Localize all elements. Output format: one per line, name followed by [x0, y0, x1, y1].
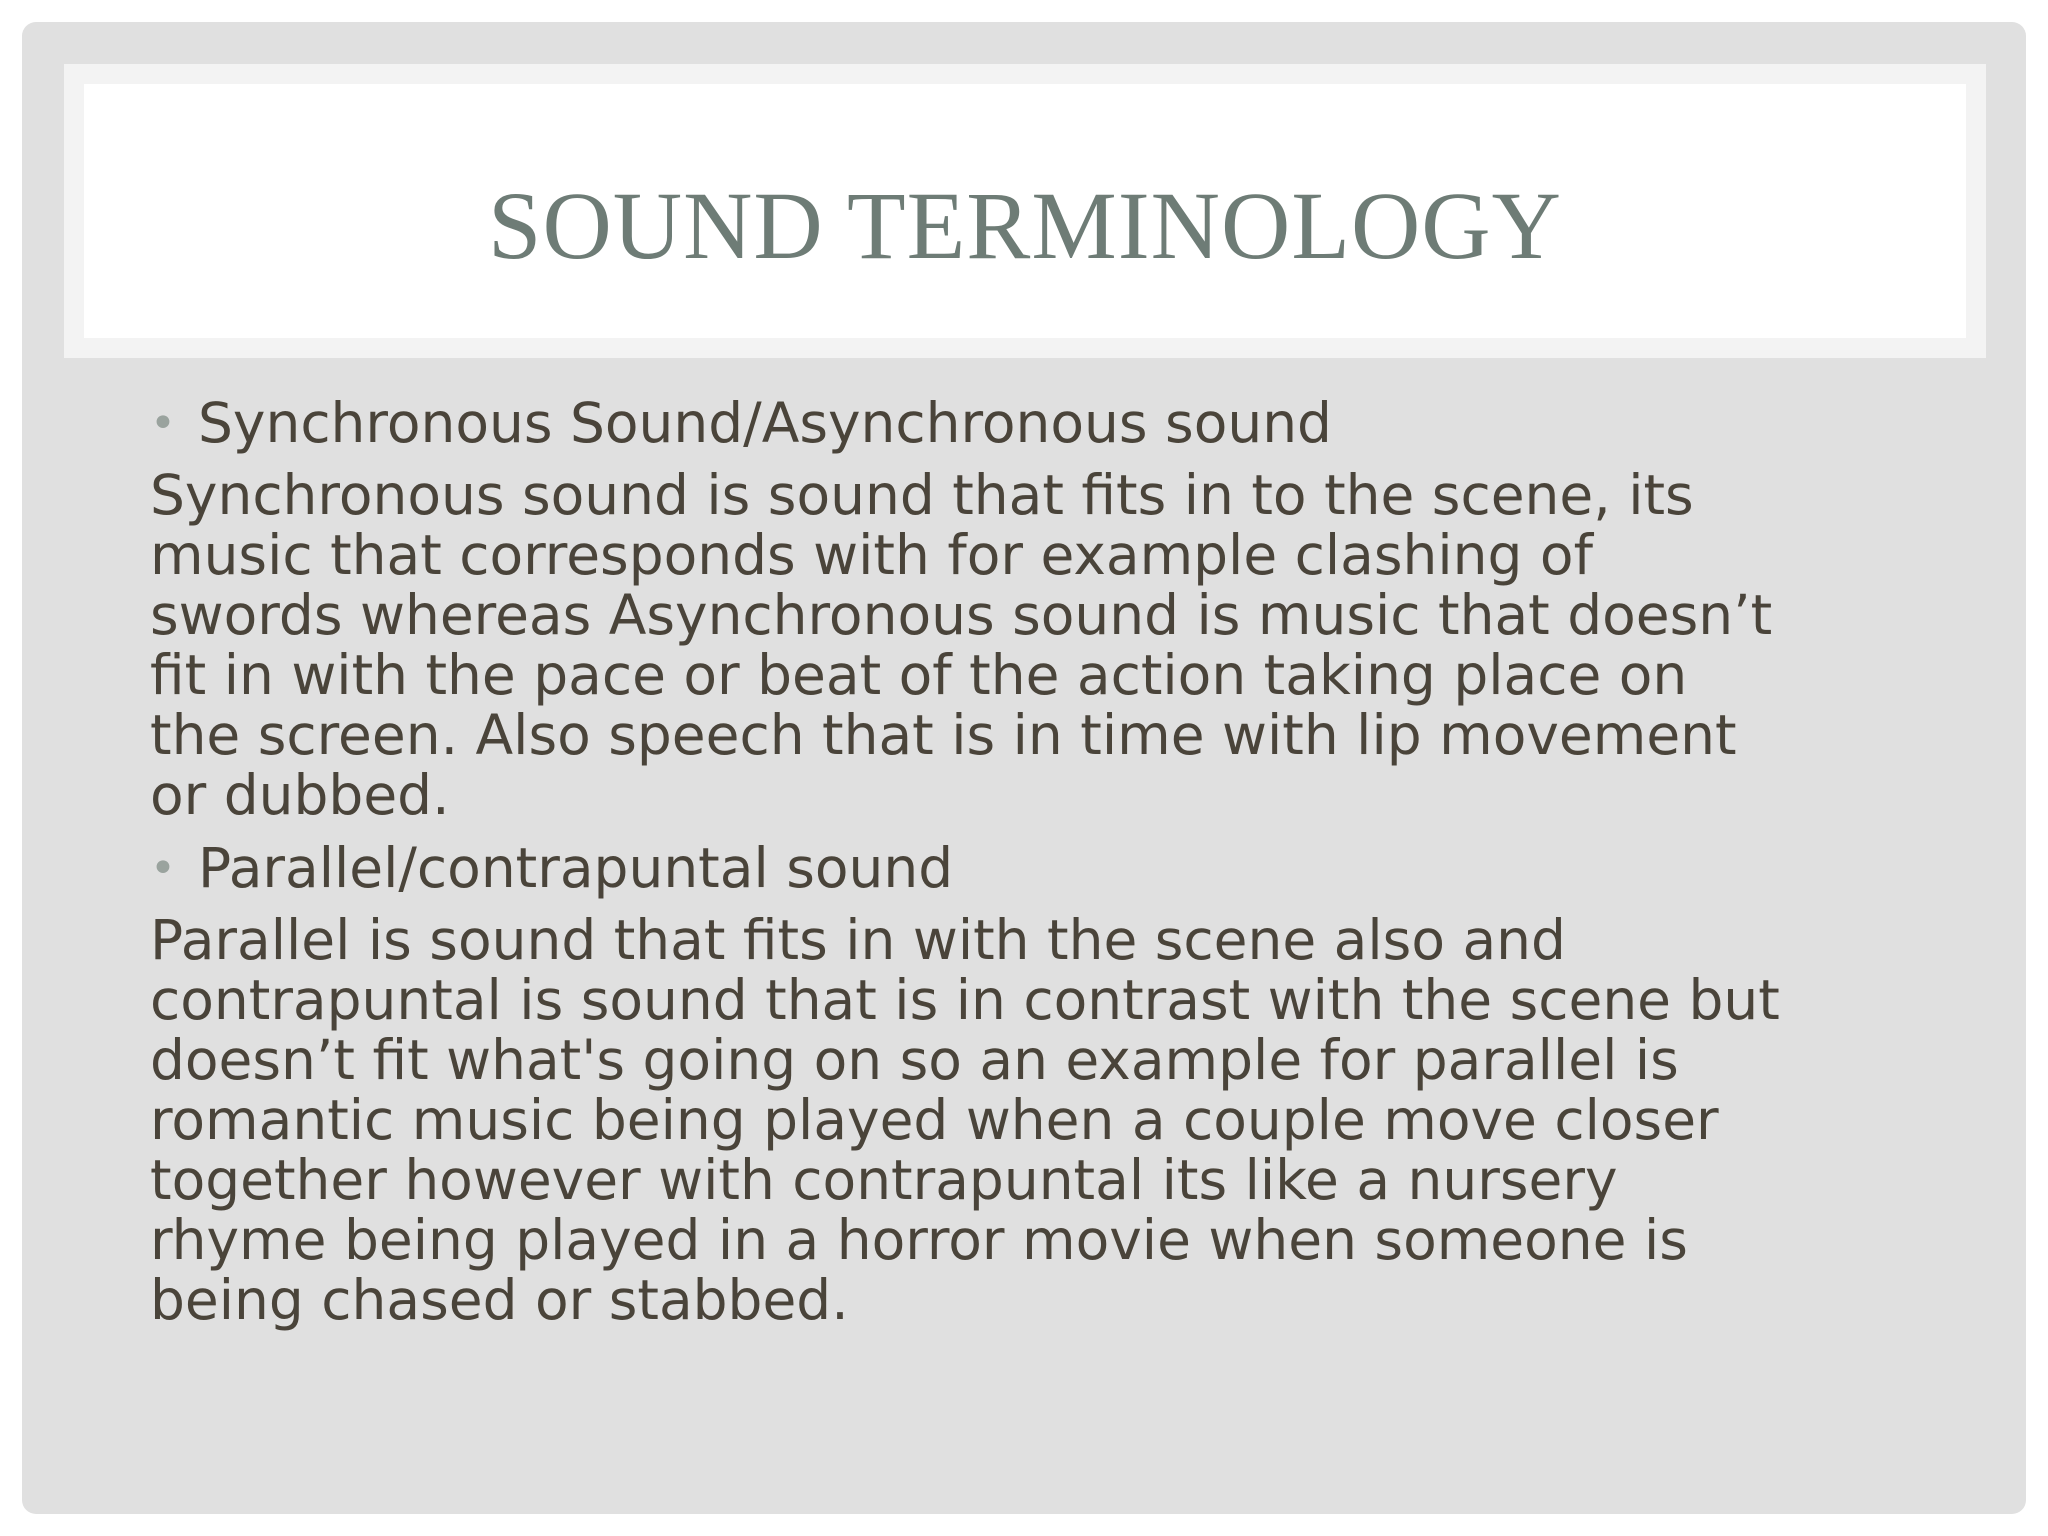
- paragraph-line: romantic music being played when a couple move closer: [150, 1088, 1719, 1152]
- paragraph-line: Synchronous sound is sound that fits in to the scene, its: [150, 463, 1694, 527]
- paragraph-line: doesn’t fit what's going on so an example for parallel is: [150, 1028, 1679, 1092]
- paragraph-line: together however with contrapuntal its like a nursery: [150, 1148, 1618, 1212]
- title-box: [84, 84, 1966, 338]
- bullet-dot-icon: •: [150, 398, 176, 449]
- slide-title: SOUND TERMINOLOGY: [488, 171, 1562, 279]
- paragraph-line: fit in with the pace or beat of the action taking place on: [150, 643, 1688, 707]
- slide-content: [150, 390, 1950, 1330]
- paragraph-line: the screen. Also speech that is in time with lip movement: [150, 703, 1737, 767]
- bullet-item-parallel: [150, 835, 1950, 902]
- bullet-text: Parallel/contrapuntal sound: [198, 836, 954, 900]
- bullet-text: Synchronous Sound/Asynchronous sound: [198, 391, 1332, 455]
- paragraph-line: Parallel is sound that fits in with the scene also and: [150, 908, 1566, 972]
- paragraph-line: or dubbed.: [150, 763, 450, 827]
- paragraph-line: swords whereas Asynchronous sound is music that doesn’t: [150, 583, 1773, 647]
- paragraph-synchronous: [150, 465, 1950, 825]
- paragraph-line: rhyme being played in a horror movie when someone is: [150, 1208, 1688, 1272]
- slide: [22, 22, 2026, 1514]
- bullet-item-synchronous: [150, 390, 1950, 457]
- bullet-dot-icon: •: [150, 843, 176, 894]
- paragraph-line: contrapuntal is sound that is in contrast with the scene but: [150, 968, 1780, 1032]
- paragraph-line: music that corresponds with for example clashing of: [150, 523, 1593, 587]
- paragraph-parallel: [150, 910, 1950, 1330]
- paragraph-line: being chased or stabbed.: [150, 1268, 849, 1332]
